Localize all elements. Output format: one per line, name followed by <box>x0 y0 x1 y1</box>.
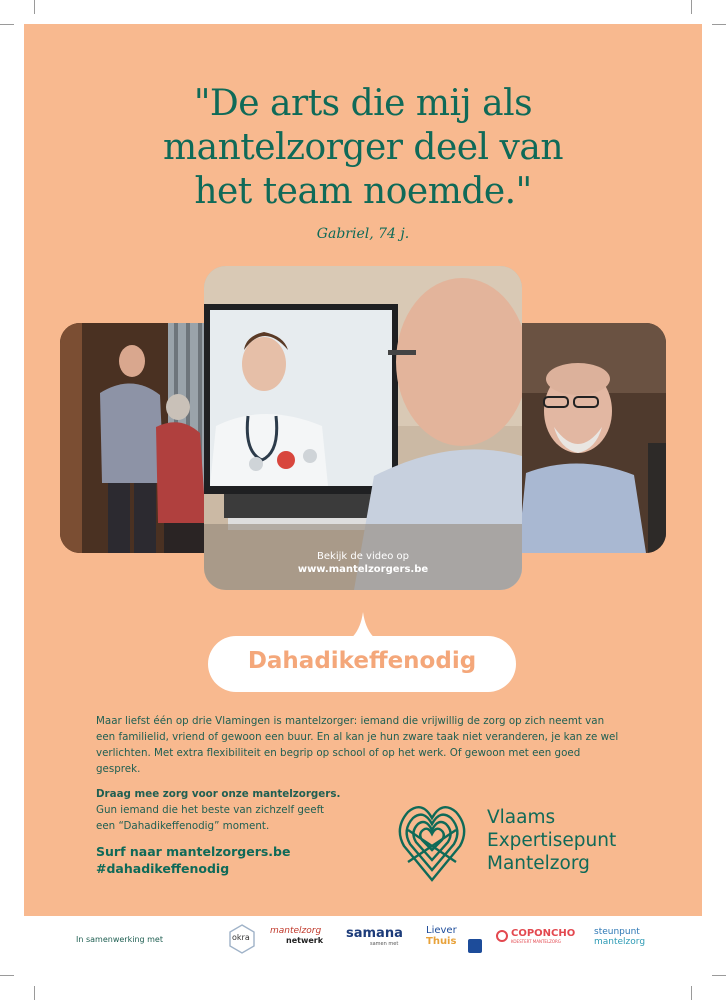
crop-mark <box>712 24 726 25</box>
samana-sub: samen met <box>370 941 399 947</box>
quote-author: Gabriel, 74 j. <box>316 226 410 242</box>
call-to-action <box>96 843 396 877</box>
support-heading: Draag mee zorg voor onze mantelzorgers. <box>96 788 341 800</box>
quote-line: mantelzorger deel van <box>162 127 564 168</box>
video-url-link[interactable]: www.mantelzorgers.be <box>297 564 429 575</box>
coponcho-logo <box>496 928 580 944</box>
support-block <box>96 786 396 834</box>
brand-name <box>487 806 687 875</box>
crop-mark <box>34 986 35 1000</box>
hashtag: #dahadikeffenodig <box>96 861 230 876</box>
samana-logo <box>346 926 412 947</box>
crop-mark <box>691 986 692 1000</box>
steunpunt-logo <box>594 927 664 947</box>
okra-logo <box>228 924 256 958</box>
photo-smiling-man <box>516 323 666 553</box>
video-caption-line1: Bekijk de video op <box>317 551 409 562</box>
okra-label: okra <box>232 933 250 942</box>
website-link[interactable]: Surf naar mantelzorgers.be <box>96 844 291 859</box>
brand-line: Vlaams <box>487 807 556 828</box>
steunpunt-label: steunpunt <box>594 927 640 937</box>
coponcho-sub: KOESTERT MANTELZORG <box>511 939 561 944</box>
crop-mark <box>0 975 14 976</box>
lieverthuis-logo <box>426 925 486 947</box>
thuis-label: Thuis <box>426 936 457 947</box>
heart-logo-icon <box>396 800 468 884</box>
campaign-title: Dahadikeffenodig <box>247 648 477 674</box>
brand-line: Mantelzorg <box>487 853 590 874</box>
brand-line: Expertisepunt <box>487 830 617 851</box>
support-line: een “Dahadikeffenodig” moment. <box>96 820 270 832</box>
mz-prefix: mantelzorg <box>270 926 322 936</box>
mantelzorgnetwerk-logo <box>270 926 334 945</box>
samana-label: samana <box>346 926 403 941</box>
footer-label: In samenwerking met <box>76 935 163 944</box>
support-line: Gun iemand die het beste van zichzelf geeft <box>96 804 325 816</box>
photo-couple-walking <box>60 323 210 553</box>
house-icon <box>468 939 482 953</box>
crop-mark <box>0 24 14 25</box>
photo-video-consult <box>204 266 522 590</box>
mantelzorg-label: mantelzorg <box>594 937 646 947</box>
crop-mark <box>691 0 692 14</box>
crop-mark <box>712 975 726 976</box>
coponcho-label: COPONCHO <box>511 928 576 939</box>
mz-suffix: netwerk <box>286 936 324 945</box>
body-paragraph: Maar liefst één op drie Vlamingen is mantelzorger: iemand die vrijwillig de zorg op zich neemt van een familielid, vriend of gewoon een buur. En al kan je hun zware taak niet veranderen, je kan ze wel verlichten. Met extra flexibiliteit en begrip op school of op het werk. Of gewoon met een goed gesprek. <box>96 715 619 775</box>
quote-heading <box>0 82 726 214</box>
liever-label: Liever <box>426 925 457 936</box>
coponcho-icon <box>496 930 508 942</box>
quote-line: "De arts die mij als <box>193 83 533 124</box>
crop-mark <box>34 0 35 14</box>
quote-line: het team noemde." <box>194 171 532 212</box>
partner-footer <box>24 916 702 966</box>
